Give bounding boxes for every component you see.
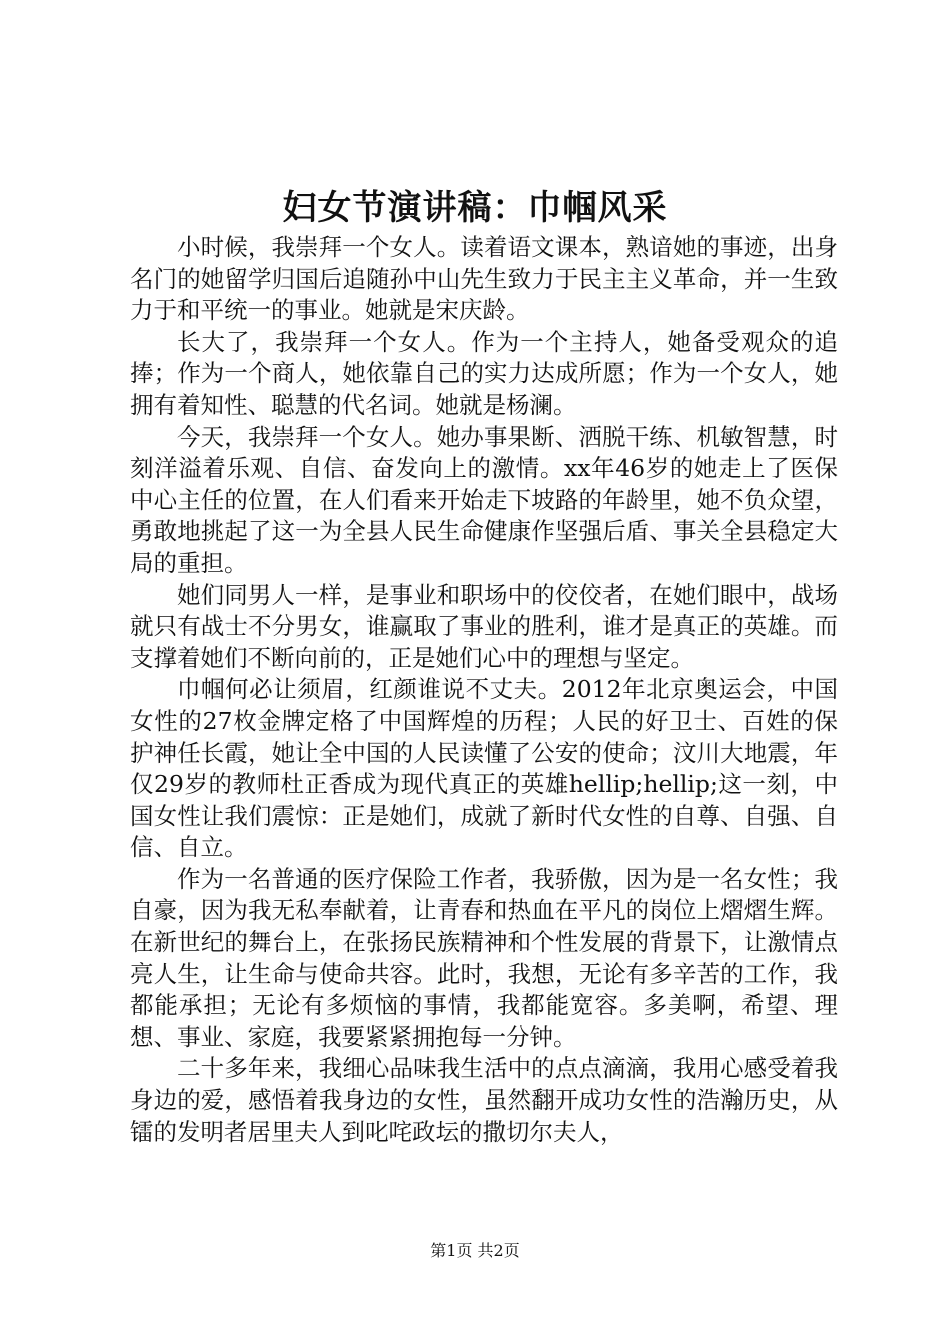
paragraph-6: 作为一名普通的医疗保险工作者，我骄傲，因为是一名女性；我自豪，因为我无私奉献着，让青春和热血在平凡的岗位上熠熠生辉。在新世纪的舞台上，在张扬民族精神和个性发展的背景下，让激情点亮人生，让生命与使命共容。此时，我想，无论有多辛苦的工作，我都能承担；无论有多烦恼的事情，我都能宽容。多美啊，希望、理想、事业、家庭，我要紧紧拥抱每一分钟。 [130,864,838,1051]
document-title: 妇女节演讲稿：巾帼风采 [282,188,668,228]
paragraph-2: 长大了，我崇拜一个女人。作为一个主持人，她备受观众的追捧；作为一个商人，她依靠自己的实力达成所愿；作为一个女人，她拥有着知性、聪慧的代名词。她就是杨澜。 [130,327,838,419]
paragraph-3: 今天，我崇拜一个女人。她办事果断、洒脱干练、机敏智慧，时刻洋溢着乐观、自信、奋发向上的激情。xx年46岁的她走上了医保中心主任的位置，在人们看来开始走下坡路的年龄里，她不负众望，勇敢地挑起了这一为全县人民生命健康作坚强后盾、事关全县稳定大局的重担。 [130,422,838,577]
paragraph-4: 她们同男人一样，是事业和职场中的佼佼者，在她们眼中，战场就只有战士不分男女，谁赢取了事业的胜利，谁才是真正的英雄。而支撑着她们不断向前的，正是她们心中的理想与坚定。 [130,580,838,672]
paragraph-7: 二十多年来，我细心品味我生活中的点点滴滴，我用心感受着我身边的爱，感悟着我身边的女性，虽然翻开成功女性的浩瀚历史，从镭的发明者居里夫人到叱咤政坛的撒切尔夫人， [130,1054,838,1146]
paragraph-1: 小时候，我崇拜一个女人。读着语文课本，熟谙她的事迹，出身名门的她留学归国后追随孙中山先生致力于民主主义革命，并一生致力于和平统一的事业。她就是宋庆龄。 [130,233,838,325]
document-body [130,232,838,1148]
paragraph-5: 巾帼何必让须眉，红颜谁说不丈夫。2012年北京奥运会，中国女性的27枚金牌定格了中国辉煌的历程；人民的好卫士、百姓的保护神任长霞，她让全中国的人民读懂了公安的使命；汶川大地震，年仅29岁的教师杜正香成为现代真正的英雄hellip;hellip;这一刻，中国女性让我们震惊：正是她们，成就了新时代女性的自尊、自强、自信、自立。 [130,675,838,862]
page-footer: 第1页 共2页 [430,1241,520,1260]
